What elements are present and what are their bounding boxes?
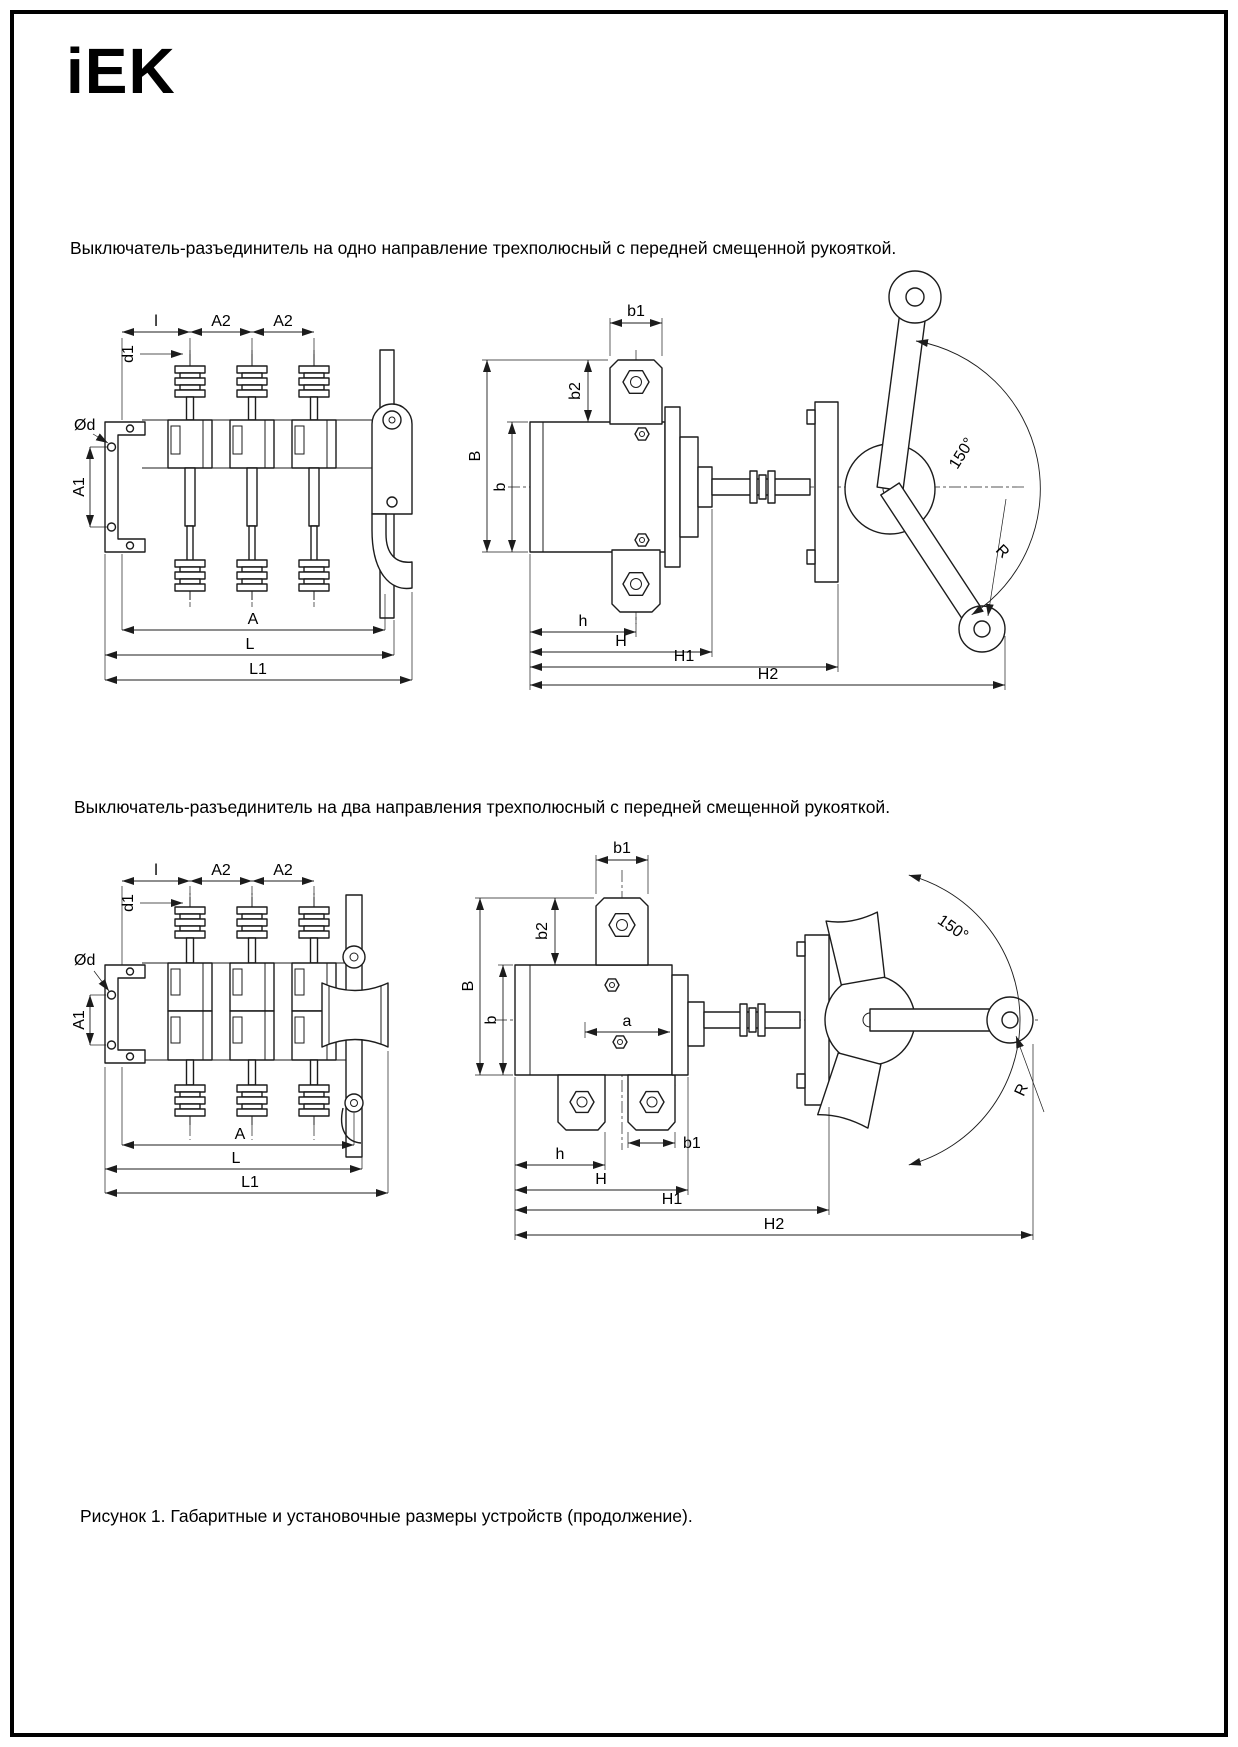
dim-label-b: b xyxy=(492,482,509,492)
top-dimensions xyxy=(120,313,314,420)
drawing1-side-view xyxy=(450,252,1050,722)
dim-label-B: B xyxy=(460,980,477,992)
dim-label-angle: 150° xyxy=(934,911,972,945)
handle-down-position xyxy=(881,483,1005,652)
dim-label-d1: d1 xyxy=(120,345,137,363)
dim-label-a2-2: A2 xyxy=(273,313,293,330)
dim-label-d1: d1 xyxy=(120,894,137,912)
pole-assembly-2 xyxy=(230,354,274,600)
dim-label-B: B xyxy=(467,450,484,462)
dim-label-H1: H1 xyxy=(673,648,695,665)
drawing1-front-view xyxy=(60,262,440,722)
drawing2-side-view xyxy=(440,830,1060,1310)
bottom-foot-right xyxy=(628,1075,675,1130)
dim-label-a2-1: A2 xyxy=(211,862,231,879)
dim-label-H2: H2 xyxy=(757,666,779,683)
dim-label-od: Ød xyxy=(74,952,96,969)
caption-one-direction: Выключатель-разъединитель на одно направление трехполюсный с передней смещенной рукояткой. xyxy=(70,237,897,258)
dim-label-L1: L1 xyxy=(249,661,267,678)
dim-label-L1: L1 xyxy=(241,1174,259,1191)
left-dimensions xyxy=(71,417,108,527)
top-dimensions xyxy=(120,862,314,965)
dim-label-l: l xyxy=(154,313,158,330)
switch-body-side xyxy=(515,965,675,1091)
dim-label-l: l xyxy=(154,862,158,879)
dim-label-a2-1: A2 xyxy=(211,313,231,330)
switch-body-side xyxy=(530,422,665,552)
dim-label-L: L xyxy=(231,1150,241,1167)
dim-label-b2: b2 xyxy=(567,382,584,400)
side-plate xyxy=(372,404,412,589)
dim-label-R: R xyxy=(1011,1081,1033,1099)
pole-assembly-3 xyxy=(292,354,336,600)
caption-two-directions: Выключатель-разъединитель на два направления трехполюсный с передней смещенной рукояткой. xyxy=(74,796,891,817)
figure-caption: Рисунок 1. Габаритные и установочные размеры устройств (продолжение). xyxy=(80,1505,693,1526)
dim-label-b1: b1 xyxy=(627,303,645,320)
top-terminal xyxy=(610,360,662,424)
left-mounting-bracket xyxy=(105,965,145,1063)
dim-label-od: Ød xyxy=(74,417,96,434)
dim-label-H: H xyxy=(615,633,627,650)
pole-assembly-2 xyxy=(230,897,274,1125)
dim-label-b1-top: b1 xyxy=(613,840,631,857)
pole-assembly-1 xyxy=(168,897,212,1125)
dim-label-b2: b2 xyxy=(534,922,551,940)
handle-mounting-plate xyxy=(807,402,838,582)
dim-label-h: h xyxy=(555,1146,565,1163)
dim-label-a: a xyxy=(622,1013,632,1030)
dim-label-H1: H1 xyxy=(661,1191,683,1208)
bottom-terminal xyxy=(612,550,660,612)
iek-logo: iEK xyxy=(66,35,176,107)
top-terminal xyxy=(596,898,648,965)
dim-label-H2: H2 xyxy=(763,1216,785,1233)
drive-mechanism xyxy=(665,407,810,567)
handle-alt-position-up xyxy=(826,912,885,985)
dim-label-a2-2: A2 xyxy=(273,862,293,879)
bottom-foot-left xyxy=(558,1075,605,1130)
dim-label-R: R xyxy=(992,541,1013,562)
dim-label-h: h xyxy=(578,613,588,630)
dim-label-A: A xyxy=(247,611,259,628)
dim-label-a1: A1 xyxy=(71,1010,88,1030)
handle-mounting-plate xyxy=(797,935,829,1105)
dim-label-b1-bottom: b1 xyxy=(683,1135,701,1152)
dim-label-a1: A1 xyxy=(71,477,88,497)
drive-mechanism xyxy=(672,975,800,1075)
left-mounting-bracket xyxy=(105,422,145,552)
dim-label-A: A xyxy=(234,1126,246,1143)
dim-label-L: L xyxy=(245,636,255,653)
drawing2-front-view xyxy=(60,845,440,1285)
left-dimensions xyxy=(71,952,109,1045)
dim-label-angle: 150° xyxy=(946,435,979,473)
dim-label-b: b xyxy=(483,1015,500,1025)
pole-assembly-1 xyxy=(168,354,212,600)
dim-label-H: H xyxy=(595,1171,607,1188)
